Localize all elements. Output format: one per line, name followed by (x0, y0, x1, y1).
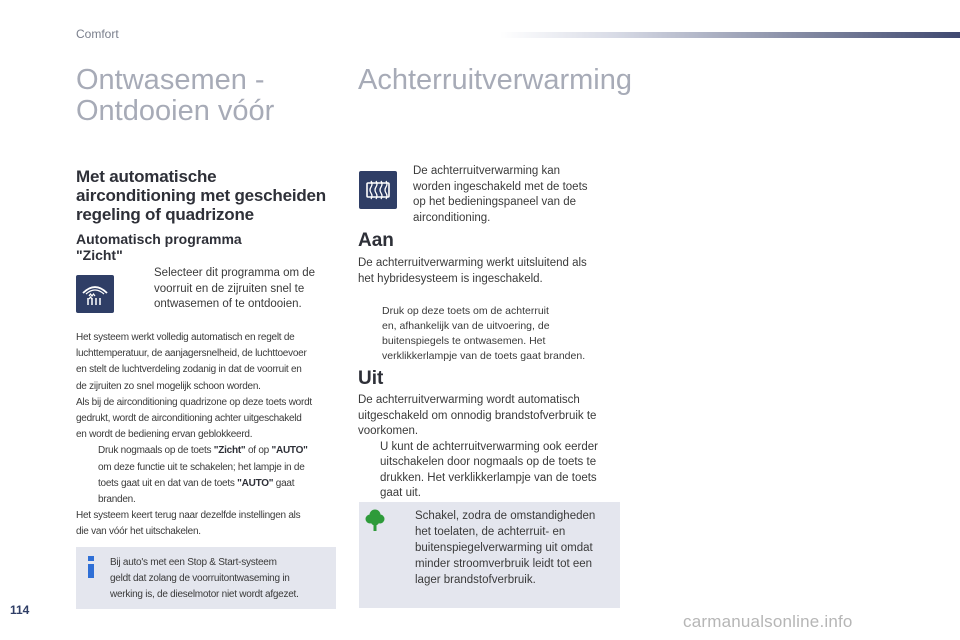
press-again-bullet: Druk nogmaals op de toets "Zicht" of op "AUTO" om deze functie uit te schakelen; het lampje in de toets gaat uit en dat van de toets "AUTO" gaat branden. (98, 445, 308, 506)
info-note-box (76, 547, 336, 609)
rear-defrost-button (359, 171, 397, 209)
on-heading: Aan (358, 230, 394, 251)
info-note-text: Bij auto's met een Stop & Start-systeem geldt dat zolang de voorruitontwaseming in werking is, de dieselmotor niet wordt afgezet. (110, 557, 299, 601)
off-description: De achterruitverwarming wordt automatisch uitgeschakeld om onnodig brandstofverbruik te voorkomen. U kunt de achterruitverwarming ook eerder uitschakelen door nogmaals op de toets te drukken. Het verklikkerlampje van de toets gaat uit. (358, 393, 622, 502)
program-bullet: Selecteer dit programma om de voorruit en de zijruiten snel te ontwasemen of te ontdooien. (154, 267, 316, 310)
eco-tree-icon (365, 508, 385, 532)
header-gradient-bar (500, 32, 960, 38)
right-page-title: Achterruitverwarming (358, 64, 632, 96)
left-subtitle: Met automatische airconditioning met gescheiden regeling of quadrizone (76, 167, 326, 224)
system-description: Het systeem werkt volledig automatisch en regelt de luchttemperatuur, de aanjagersnelheid, de luchttoevoer en stelt de luchtverdeling zodanig in dat de voorruit en de zijruiten zo snel mogelijk schoon worden. Als bij de airconditioning quadrizone op deze toets wordt gedrukt, wordt de airconditioning achter uitgeschakeld en wordt de bediening ervan geblokkeerd. Druk nogmaals op de toets "Zicht" of op "AUTO" om deze functie uit te schakelen; het lampje in de toets gaat uit en dat van de toets "AUTO" gaat branden. Het systeem keert terug naar dezelfde instellingen als die van vóór het uitschakelen. (76, 330, 346, 541)
section-label: Comfort (76, 27, 119, 41)
off-bullet: U kunt de achterruitverwarming ook eerder uitschakelen door nogmaals op de toets te drukken. Het verklikkerlampje van de toets gaat uit. (380, 440, 598, 499)
off-heading: Uit (358, 368, 384, 389)
front-defrost-icon (80, 281, 110, 307)
on-description: De achterruitverwarming werkt uitsluitend als het hybridesysteem is ingeschakeld. (358, 257, 587, 285)
watermark: carmanualsonline.info (683, 612, 853, 631)
program-heading: Automatisch programma "Zicht" (76, 231, 242, 263)
eco-tip-text: Schakel, zodra de omstandigheden het toelaten, de achterruit- en buitenspiegelverwarming uit omdat minder stroomverbruik leidt tot een lager brandstofverbruik. (415, 510, 596, 586)
rear-intro-text: De achterruitverwarming kan worden ingeschakeld met de toets op het bedieningspaneel van de airconditioning. (413, 165, 588, 224)
on-bullet: Druk op deze toets om de achterruit en, afhankelijk van de uitvoering, de buitenspiegels te ontwasemen. Het verklikkerlampje van de toets gaat branden. (382, 305, 586, 362)
eco-tip-box (359, 502, 620, 608)
info-icon (84, 556, 98, 578)
page-number: 114 (10, 603, 30, 617)
left-page-title: Ontwasemen - Ontdooien vóór (76, 64, 275, 127)
front-defrost-button (76, 275, 114, 313)
rear-defrost-icon (363, 178, 393, 202)
